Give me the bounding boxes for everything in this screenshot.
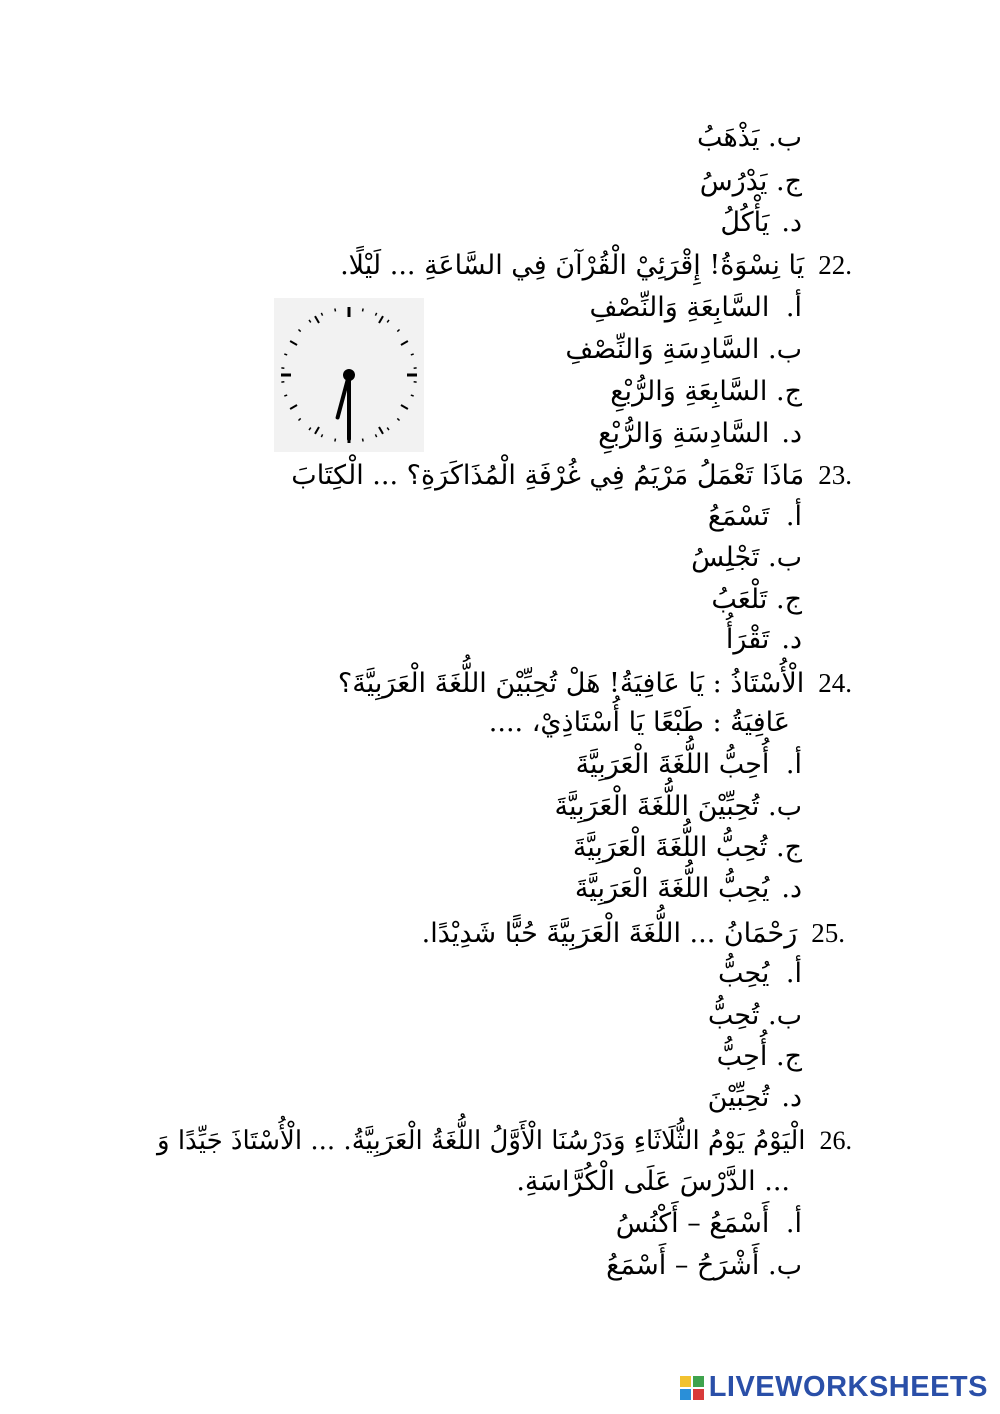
question-number: 25.	[811, 918, 845, 948]
question-number: 26.	[819, 1126, 852, 1155]
option-text: تُحِبُّ اللُّغَةَ الْعَرَبِيَّةَ	[572, 832, 768, 863]
question-26-line-2	[516, 1162, 790, 1202]
option-text: يَأْكُلُ	[720, 207, 770, 238]
q26-option-b[interactable]	[606, 1246, 802, 1286]
clock-minute-tick	[298, 418, 300, 420]
option-label: ب.	[767, 1250, 802, 1281]
clock-minute-tick	[411, 395, 414, 396]
option-text: يَدْرُسُ	[699, 166, 768, 197]
q26-option-a[interactable]	[616, 1204, 802, 1244]
option-text: يَذْهَبُ	[696, 122, 760, 153]
question-text: الْيَوْمُ يَوْمُ الثُّلَاثَاءِ وَدَرْسُنَا الْأَوَّلُ اللُّغَةُ الْعَرَبِيَّةُ. ... الْأُسْتَاذَ جَيِّدًا وَ	[157, 1126, 806, 1156]
question-25	[422, 913, 845, 953]
clock-hour-tick	[315, 427, 319, 434]
q25-option-b[interactable]	[708, 996, 802, 1036]
option-d[interactable]	[720, 203, 802, 243]
clock-center	[343, 369, 355, 381]
clock-icon	[274, 298, 424, 452]
option-label: ب.	[767, 791, 802, 822]
clock-hour-tick	[401, 341, 408, 345]
option-b[interactable]	[697, 118, 802, 158]
clock-minute-tick	[397, 418, 399, 420]
question-number: 23.	[818, 460, 852, 490]
question-text: رَحْمَانُ ... اللُّغَةَ الْعَرَبِيَّةَ حُبًّا شَدِيْدًا.	[421, 918, 798, 949]
option-label: د.	[781, 418, 802, 449]
clock-minute-tick	[411, 354, 414, 355]
question-text: عَافِيَةُ : طَبْعًا يَا أُسْتَاذِيْ، ....	[488, 707, 790, 738]
option-text: أُحِبُّ اللُّغَةَ الْعَرَبِيَّةَ	[575, 749, 770, 780]
q24-option-c[interactable]	[573, 828, 802, 868]
question-22	[340, 245, 852, 285]
option-label: أ.	[785, 958, 802, 989]
clock-minute-tick	[309, 428, 311, 430]
option-text: تَجْلِسُ	[691, 542, 760, 573]
q22-option-a[interactable]	[589, 288, 802, 328]
question-text: ... الدَّرْسَ عَلَى الْكُرَّاسَةِ.	[516, 1166, 790, 1197]
clock-minute-tick	[284, 354, 287, 355]
question-23	[291, 455, 852, 495]
option-label: ب.	[767, 542, 802, 573]
brand-name: LIVEWORKSHEETS	[708, 1371, 988, 1403]
option-label: ج.	[775, 166, 802, 197]
question-text: يَا نِسْوَةُ! إِقْرَئِيْ الْقُرْآنَ فِي السَّاعَةِ ... لَيْلًا.	[340, 250, 805, 281]
q25-option-c[interactable]	[717, 1037, 802, 1077]
q23-option-b[interactable]	[691, 538, 802, 578]
option-text: تَسْمَعُ	[707, 501, 770, 532]
option-text: تَقْرَأُ	[725, 624, 770, 655]
question-number: 24.	[818, 668, 852, 698]
q24-option-a[interactable]	[576, 745, 802, 785]
option-c[interactable]	[700, 162, 802, 202]
q23-option-c[interactable]	[711, 580, 802, 620]
clock-minute-tick	[335, 308, 336, 311]
q22-option-b[interactable]	[565, 330, 802, 370]
q22-option-d[interactable]	[598, 414, 802, 454]
option-label: ج.	[775, 584, 802, 615]
question-number: 22.	[818, 250, 852, 280]
option-text: تَلْعَبُ	[711, 584, 768, 615]
question-24	[338, 663, 852, 703]
question-text: مَاذَا تَعْمَلُ مَرْيَمُ فِي غُرْفَةِ الْمُذَاكَرَةِ؟ ... الْكِتَابَ	[291, 460, 805, 491]
option-label: د.	[781, 624, 802, 655]
clock-hour-tick	[315, 316, 319, 323]
clock-minute-tick	[321, 313, 322, 316]
option-text: السَّادِسَةِ وَالنِّصْفِ	[565, 334, 760, 365]
option-label: ج.	[775, 1041, 802, 1072]
q24-option-d[interactable]	[575, 869, 802, 909]
question-26	[157, 1121, 852, 1161]
option-label: ب.	[767, 1000, 802, 1031]
q25-option-a[interactable]	[718, 954, 802, 994]
option-text: أَشْرَحُ – أَسْمَعُ	[606, 1250, 760, 1281]
footer-brand	[679, 1371, 988, 1404]
clock-minute-tick	[321, 434, 322, 437]
clock-minute-tick	[397, 329, 399, 331]
option-label: د.	[781, 873, 802, 904]
option-label: أ.	[785, 501, 802, 532]
question-24-line-2	[489, 703, 790, 743]
clock-image	[274, 298, 424, 452]
clock-minute-tick	[335, 439, 336, 442]
option-label: أ.	[785, 749, 802, 780]
clock-hour-tick	[401, 405, 408, 409]
q22-option-c[interactable]	[610, 372, 802, 412]
option-text: تُحِبِّيْنَ	[707, 1082, 770, 1113]
option-text: أُحِبُّ	[716, 1041, 768, 1072]
option-text: تُحِبُّ	[707, 1000, 760, 1031]
clock-hour-tick	[379, 316, 383, 323]
clock-minute-tick	[298, 329, 300, 331]
option-label: أ.	[785, 292, 802, 323]
q25-option-d[interactable]	[708, 1078, 802, 1118]
option-label: ج.	[775, 832, 802, 863]
clock-minute-tick	[387, 428, 389, 430]
clock-minute-tick	[309, 320, 311, 322]
clock-minute-tick	[375, 434, 376, 437]
clock-hour-tick	[290, 341, 297, 345]
q23-option-a[interactable]	[708, 497, 802, 537]
clock-hour-tick	[379, 427, 383, 434]
clock-minute-tick	[363, 439, 364, 442]
option-label: د.	[781, 207, 802, 238]
liveworksheets-logo-icon	[679, 1375, 705, 1401]
clock-minute-tick	[387, 320, 389, 322]
option-text: السَّادِسَةِ وَالرُّبْعِ	[598, 418, 770, 449]
clock-minute-tick	[375, 313, 376, 316]
clock-hour-tick	[290, 405, 297, 409]
q23-option-d[interactable]	[726, 620, 802, 660]
option-text: يُحِبُّ	[717, 958, 770, 989]
option-label: أ.	[785, 1208, 802, 1239]
question-text: الْأُسْتَاذُ : يَا عَافِيَةُ! هَلْ تُحِبِّيْنَ اللُّغَةَ الْعَرَبِيَّةَ؟	[337, 668, 805, 699]
option-text: يُحِبُّ اللُّغَةَ الْعَرَبِيَّةَ	[574, 873, 770, 904]
option-text: تُحِبِّيْنَ اللُّغَةَ الْعَرَبِيَّةَ	[554, 791, 760, 822]
option-label: ب.	[767, 122, 802, 153]
option-label: ب.	[767, 334, 802, 365]
option-text: السَّابِعَةِ وَالنِّصْفِ	[589, 292, 770, 323]
clock-minute-tick	[284, 395, 287, 396]
option-text: أَسْمَعُ – أَكْنُسُ	[615, 1208, 770, 1239]
option-label: د.	[781, 1082, 802, 1113]
q24-option-b[interactable]	[554, 787, 802, 827]
option-label: ج.	[775, 376, 802, 407]
option-text: السَّابِعَةِ وَالرُّبْعِ	[610, 376, 768, 407]
clock-minute-tick	[363, 308, 364, 311]
